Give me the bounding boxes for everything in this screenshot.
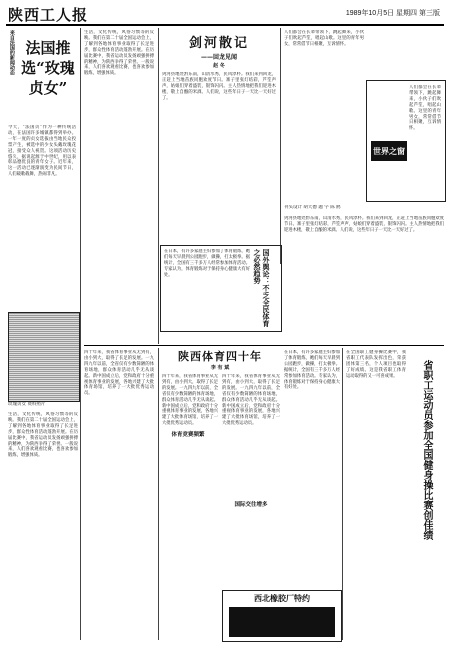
feature-title: 剑河散记 (188, 36, 249, 51)
right-mid-body: 剑河县地处黔东南，山清水秀，民风淳朴。我们来到回龙，正赶上当地苗族同胞欢度节日。寨子里张灯结彩，芦笙声声，姑娘们穿着盛装，银饰闪闪。主人热情地把我们迎进木楼，敬上自酿的米酒。人们说，这些年日子一天比一天好过了。 (284, 216, 444, 233)
left-headline: 法国推选“玫瑰贞女” (21, 39, 75, 97)
article-subhead-2: 国际交往增多 (234, 502, 268, 508)
right-bottom-headline: 省职工运动员参加全国健身操比赛创佳绩 (421, 360, 432, 540)
sponsor-graphic (229, 607, 335, 637)
masthead: 陕西工人报 (8, 6, 89, 24)
photo-caption: 玫瑰贞女 资料照片 (8, 402, 46, 407)
masthead-rule (6, 24, 444, 26)
article-byline: 李 有 斌 (210, 365, 230, 371)
left-body: 今天，“法国贞”作为一种传统活动，在法国许多城镇都得到举办。一年一度的贞女选拔由当地民众投票产生，被选中的少女头戴玫瑰花冠，接受众人祝贺。这项活动历史悠久，据说起源于中世纪，用以表彰品德优良的青年女子。近年来，这一活动已逐渐演变为民间节日，人们载歌载舞，热闹非凡。 (8, 125, 76, 178)
center-side-headline: 国外舆论：不乏全民体育之必然趋势 (253, 249, 271, 327)
column-divider (80, 28, 81, 640)
right-bottom-body: 在全国职工健身操比赛中，我省职工代表队发挥出色，荣获团体第三名，个人项目也取得了好成绩。这是我省职工体育运动取得的又一可喜成果。 (346, 350, 406, 379)
column-divider (280, 28, 281, 264)
column-divider (158, 28, 159, 344)
right-lower-body: 在日本，有许多家庭主妇参加了体育锻炼，她们每天早晨到公园跑步，做操，打太极拳。据统计，全国有三千多万人经常参加体育活动。专家认为，体育锻炼对于保持身心健康大有好处。 (284, 350, 340, 391)
col2-body: 生活，文化传统，风俗习惯等的反映。我们在第二十届全国运动会上，了解到各地体育事业取得了长足进步，群众性体育活动蓬勃开展。在历届比赛中，我省运动员发扬顽强拼搏的精神，为陕西争得了荣誉。一般说来，人们喜欢观看比赛，也喜欢参加锻炼，增强体质。 (84, 30, 154, 77)
world-window-body: 人们都会在长辈带领下，跳起舞来，小伙子们吹起芦笙，唱起山歌。这里的青年男女，常常借节日相聚，互诉情怀。 (409, 85, 441, 132)
center-mid-body: 在日本，有许多家庭主妇参加了体育锻炼，她们每天早晨到公园跑步，做操，打太极拳。据统计，全国有三千多万人经常参加体育活动。专家认为，体育锻炼对于保持身心健康大有好处。 (164, 249, 250, 278)
world-window-box (366, 80, 446, 202)
left-body-lower: 生活，文化传统，风俗习惯等的反映。我们在第二十届全国运动会上，了解到各地体育事业取得了长足进步，群众性体育活动蓬勃开展。在历届比赛中，我省运动员发扬顽强拼搏的精神，为陕西争得了荣誉。一般说来，人们喜欢观看比赛，也喜欢参加锻炼，增强体质。 (8, 412, 78, 459)
pic-credit: 刊头设计 胡天德 题 字 陈 鸥 (284, 205, 341, 210)
section-rule (84, 345, 444, 346)
column-divider (342, 348, 343, 640)
sponsor-box (222, 590, 342, 642)
feature-body: 剑河县地处黔东南，山清水秀，民风淳朴。我们来到回龙，正赶上当地苗族同胞欢度节日。寨子里张灯结彩，芦笙声声，姑娘们穿着盛装，银饰闪闪。主人热情地把我们迎进木楼，敬上自酿的米酒。人们说，这些年日子一天比一天好过了。 (162, 72, 276, 101)
col2-lower-body: 四十年来，我省体育事业从无到有，由小到大，取得了长足的发展。一九四九年以前，全省仅有少数简陋的体育场地，群众体育活动几乎无从谈起。新中国成立后，党和政府十分重视体育事业的发展，各地兴建了大批体育场馆，培养了一大批优秀运动员。 (84, 350, 154, 397)
feature-subtitle: ——回龙见闻 (200, 54, 237, 61)
article-body-a: 四十年来，我省体育事业从无到有，由小到大，取得了长足的发展。一九四九年以前，全省仅有少数简陋的体育场地，群众体育活动几乎无从谈起。新中国成立后，党和政府十分重视体育事业的发展，各地兴建了大批体育场馆，培养了一大批优秀运动员。 (162, 374, 218, 427)
rose-photo (8, 312, 80, 402)
right-top-body: 人们都会在长辈带领下，跳起舞来，小伙子们吹起芦笙，唱起山歌。这里的青年男女，常常借节日相聚，互诉情怀。 (284, 30, 364, 47)
dateline: 1989年10月5日 星期四 第三版 (345, 10, 440, 17)
article-subhead: 体育竞赛频繁 (171, 432, 205, 438)
left-kicker: 来自法国的新闻动态 (8, 30, 15, 75)
world-window-logo: 世界之窗 (371, 141, 407, 161)
column-divider (158, 348, 159, 640)
article-body-b: 四十年来，我省体育事业从无到有，由小到大，取得了长足的发展。一九四九年以前，全省仅有少数简陋的体育场地，群众体育活动几乎无从谈起。新中国成立后，党和政府十分重视体育事业的发展，各地兴建了大批体育场馆，培养了一大批优秀运动员。 (222, 374, 280, 427)
center-mid-box (160, 245, 282, 332)
sponsor-text: 西北橡胶厂特约 (254, 593, 310, 603)
article-title: 陕西体育四十年 (178, 350, 262, 363)
feature-byline: 赵 冬 (213, 63, 225, 69)
